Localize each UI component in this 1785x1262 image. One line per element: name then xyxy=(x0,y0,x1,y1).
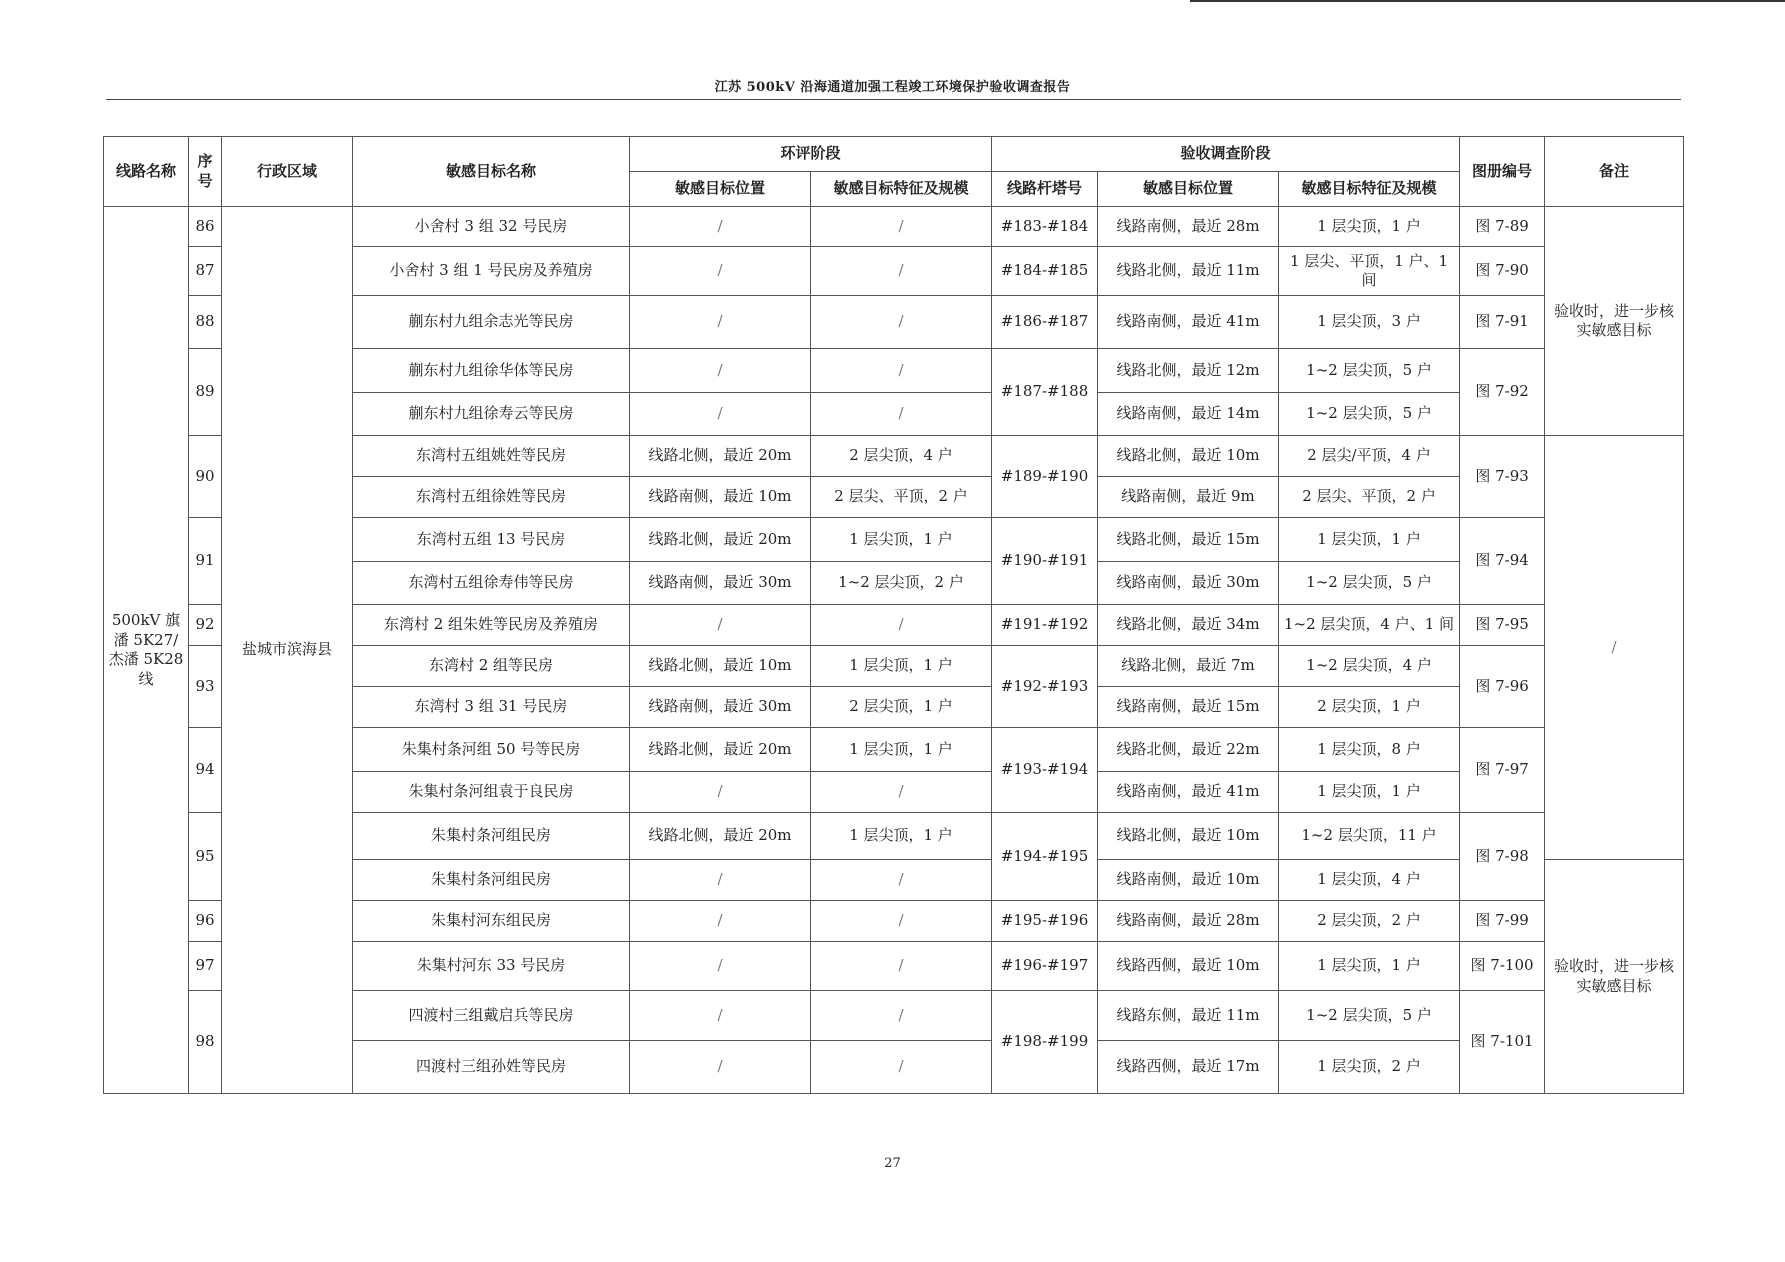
eia-features-cell: / xyxy=(811,247,992,296)
acc-features-cell: 2 层尖顶，1 户 xyxy=(1279,687,1460,728)
eia-position-cell: / xyxy=(630,247,811,296)
header-seq: 序号 xyxy=(189,137,222,207)
eia-features-cell: / xyxy=(811,901,992,942)
acc-position-cell: 线路南侧，最近 41m xyxy=(1098,296,1279,349)
seq-cell: 94 xyxy=(189,728,222,813)
tower-cell: #193-#194 xyxy=(992,728,1098,813)
eia-features-cell: 1 层尖顶，1 户 xyxy=(811,728,992,772)
tower-cell: #187-#188 xyxy=(992,349,1098,436)
seq-cell: 97 xyxy=(189,942,222,991)
tower-cell: #196-#197 xyxy=(992,942,1098,991)
eia-position-cell: 线路北侧，最近 20m xyxy=(630,518,811,562)
eia-features-cell: / xyxy=(811,605,992,646)
figure-cell: 图 7-94 xyxy=(1460,518,1545,605)
target-name-cell: 小舍村 3 组 32 号民房 xyxy=(353,207,630,247)
tower-cell: #198-#199 xyxy=(992,991,1098,1094)
target-name-cell: 四渡村三组孙姓等民房 xyxy=(353,1041,630,1094)
tower-cell: #191-#192 xyxy=(992,605,1098,646)
acc-features-cell: 2 层尖、平顶，2 户 xyxy=(1279,477,1460,518)
acc-position-cell: 线路南侧，最近 15m xyxy=(1098,687,1279,728)
eia-position-cell: / xyxy=(630,296,811,349)
target-name-cell: 东湾村 2 组等民房 xyxy=(353,646,630,687)
eia-features-cell: / xyxy=(811,860,992,901)
acc-position-cell: 线路南侧，最近 41m xyxy=(1098,772,1279,813)
eia-features-cell: / xyxy=(811,207,992,247)
acc-position-cell: 线路西侧，最近 10m xyxy=(1098,942,1279,991)
acc-features-cell: 1 层尖顶，4 户 xyxy=(1279,860,1460,901)
eia-features-cell: 1~2 层尖顶，2 户 xyxy=(811,562,992,605)
acc-position-cell: 线路南侧，最近 10m xyxy=(1098,860,1279,901)
eia-features-cell: 1 层尖顶，1 户 xyxy=(811,646,992,687)
acc-position-cell: 线路南侧，最近 9m xyxy=(1098,477,1279,518)
acc-features-cell: 1 层尖顶，1 户 xyxy=(1279,942,1460,991)
eia-position-cell: / xyxy=(630,942,811,991)
eia-position-cell: 线路北侧，最近 20m xyxy=(630,436,811,477)
target-name-cell: 朱集村条河组 50 号等民房 xyxy=(353,728,630,772)
figure-cell: 图 7-91 xyxy=(1460,296,1545,349)
figure-cell: 图 7-89 xyxy=(1460,207,1545,247)
header-target-name: 敏感目标名称 xyxy=(353,137,630,207)
acc-features-cell: 1 层尖顶，8 户 xyxy=(1279,728,1460,772)
eia-features-cell: 2 层尖、平顶，2 户 xyxy=(811,477,992,518)
seq-cell: 98 xyxy=(189,991,222,1094)
acc-position-cell: 线路北侧，最近 15m xyxy=(1098,518,1279,562)
acc-features-cell: 1 层尖顶，1 户 xyxy=(1279,772,1460,813)
tower-cell: #186-#187 xyxy=(992,296,1098,349)
seq-cell: 95 xyxy=(189,813,222,901)
acc-features-cell: 1 层尖顶，3 户 xyxy=(1279,296,1460,349)
acc-features-cell: 1~2 层尖顶，5 户 xyxy=(1279,393,1460,436)
eia-features-cell: / xyxy=(811,1041,992,1094)
eia-features-cell: / xyxy=(811,349,992,393)
eia-position-cell: / xyxy=(630,772,811,813)
remarks-cell: 验收时，进一步核实敏感目标 xyxy=(1545,860,1684,1094)
tower-cell: #190-#191 xyxy=(992,518,1098,605)
header-remarks: 备注 xyxy=(1545,137,1684,207)
page-number: 27 xyxy=(884,1156,901,1171)
header-tower: 线路杆塔号 xyxy=(992,172,1098,207)
eia-position-cell: 线路北侧，最近 10m xyxy=(630,646,811,687)
eia-position-cell: / xyxy=(630,991,811,1041)
tower-cell: #189-#190 xyxy=(992,436,1098,518)
tower-cell: #194-#195 xyxy=(992,813,1098,901)
header-rule xyxy=(106,99,1681,100)
figure-cell: 图 7-93 xyxy=(1460,436,1545,518)
seq-cell: 90 xyxy=(189,436,222,518)
acc-features-cell: 1~2 层尖顶，5 户 xyxy=(1279,349,1460,393)
top-rule xyxy=(1190,0,1785,2)
eia-features-cell: / xyxy=(811,296,992,349)
seq-cell: 89 xyxy=(189,349,222,436)
eia-position-cell: 线路北侧，最近 20m xyxy=(630,728,811,772)
tower-cell: #192-#193 xyxy=(992,646,1098,728)
acc-position-cell: 线路北侧，最近 10m xyxy=(1098,813,1279,860)
figure-cell: 图 7-99 xyxy=(1460,901,1545,942)
target-name-cell: 东湾村 2 组朱姓等民房及养殖房 xyxy=(353,605,630,646)
eia-position-cell: / xyxy=(630,860,811,901)
target-name-cell: 朱集村条河组民房 xyxy=(353,860,630,901)
acc-position-cell: 线路北侧，最近 34m xyxy=(1098,605,1279,646)
figure-cell: 图 7-98 xyxy=(1460,813,1545,901)
eia-features-cell: 2 层尖顶，4 户 xyxy=(811,436,992,477)
target-name-cell: 蒯东村九组徐华体等民房 xyxy=(353,349,630,393)
acc-position-cell: 线路北侧，最近 11m xyxy=(1098,247,1279,296)
acc-position-cell: 线路南侧，最近 28m xyxy=(1098,207,1279,247)
acc-features-cell: 1 层尖顶，1 户 xyxy=(1279,518,1460,562)
acc-features-cell: 1 层尖顶，2 户 xyxy=(1279,1041,1460,1094)
acc-position-cell: 线路北侧，最近 22m xyxy=(1098,728,1279,772)
eia-position-cell: 线路北侧，最近 20m xyxy=(630,813,811,860)
tower-cell: #184-#185 xyxy=(992,247,1098,296)
seq-cell: 96 xyxy=(189,901,222,942)
target-name-cell: 朱集村条河组袁于良民房 xyxy=(353,772,630,813)
acc-position-cell: 线路南侧，最近 28m xyxy=(1098,901,1279,942)
seq-cell: 91 xyxy=(189,518,222,605)
figure-cell: 图 7-92 xyxy=(1460,349,1545,436)
region-cell: 盐城市滨海县 xyxy=(222,207,353,1094)
header-line-name: 线路名称 xyxy=(104,137,189,207)
target-name-cell: 东湾村五组 13 号民房 xyxy=(353,518,630,562)
acc-features-cell: 1~2 层尖顶，4 户 xyxy=(1279,646,1460,687)
acc-features-cell: 1 层尖顶，1 户 xyxy=(1279,207,1460,247)
figure-cell: 图 7-101 xyxy=(1460,991,1545,1094)
eia-features-cell: / xyxy=(811,942,992,991)
header-figure: 图册编号 xyxy=(1460,137,1545,207)
acc-features-cell: 1 层尖、平顶，1 户、1 间 xyxy=(1279,247,1460,296)
eia-features-cell: / xyxy=(811,393,992,436)
target-name-cell: 蒯东村九组徐寿云等民房 xyxy=(353,393,630,436)
target-name-cell: 东湾村五组徐寿伟等民房 xyxy=(353,562,630,605)
target-name-cell: 朱集村河东 33 号民房 xyxy=(353,942,630,991)
acc-position-cell: 线路北侧，最近 10m xyxy=(1098,436,1279,477)
table-row xyxy=(104,207,1684,247)
target-name-cell: 朱集村河东组民房 xyxy=(353,901,630,942)
tower-cell: #183-#184 xyxy=(992,207,1098,247)
eia-position-cell: / xyxy=(630,393,811,436)
seq-cell: 93 xyxy=(189,646,222,728)
acc-features-cell: 1~2 层尖顶，11 户 xyxy=(1279,813,1460,860)
eia-features-cell: / xyxy=(811,991,992,1041)
eia-features-cell: 1 层尖顶，1 户 xyxy=(811,813,992,860)
eia-position-cell: 线路南侧，最近 30m xyxy=(630,562,811,605)
header-eia-position: 敏感目标位置 xyxy=(630,172,811,207)
acc-position-cell: 线路南侧，最近 30m xyxy=(1098,562,1279,605)
eia-position-cell: / xyxy=(630,1041,811,1094)
remarks-cell: / xyxy=(1545,436,1684,860)
header-acc-position: 敏感目标位置 xyxy=(1098,172,1279,207)
acc-position-cell: 线路东侧，最近 11m xyxy=(1098,991,1279,1041)
seq-cell: 88 xyxy=(189,296,222,349)
eia-features-cell: 1 层尖顶，1 户 xyxy=(811,518,992,562)
eia-position-cell: / xyxy=(630,605,811,646)
header-eia-features: 敏感目标特征及规模 xyxy=(811,172,992,207)
header-eia-stage: 环评阶段 xyxy=(630,137,992,172)
eia-position-cell: 线路南侧，最近 10m xyxy=(630,477,811,518)
header-region: 行政区域 xyxy=(222,137,353,207)
target-name-cell: 小舍村 3 组 1 号民房及养殖房 xyxy=(353,247,630,296)
seq-cell: 86 xyxy=(189,207,222,247)
header-acc-features: 敏感目标特征及规模 xyxy=(1279,172,1460,207)
eia-position-cell: / xyxy=(630,901,811,942)
eia-position-cell: / xyxy=(630,207,811,247)
target-name-cell: 东湾村五组徐姓等民房 xyxy=(353,477,630,518)
acc-position-cell: 线路北侧，最近 12m xyxy=(1098,349,1279,393)
acc-position-cell: 线路南侧，最近 14m xyxy=(1098,393,1279,436)
figure-cell: 图 7-97 xyxy=(1460,728,1545,813)
target-name-cell: 四渡村三组戴启兵等民房 xyxy=(353,991,630,1041)
seq-cell: 87 xyxy=(189,247,222,296)
target-name-cell: 朱集村条河组民房 xyxy=(353,813,630,860)
acc-features-cell: 2 层尖/平顶，4 户 xyxy=(1279,436,1460,477)
eia-position-cell: / xyxy=(630,349,811,393)
figure-cell: 图 7-96 xyxy=(1460,646,1545,728)
header-acceptance-stage: 验收调查阶段 xyxy=(992,137,1460,172)
figure-cell: 图 7-90 xyxy=(1460,247,1545,296)
target-name-cell: 东湾村 3 组 31 号民房 xyxy=(353,687,630,728)
figure-cell: 图 7-95 xyxy=(1460,605,1545,646)
eia-features-cell: / xyxy=(811,772,992,813)
line-name-cell: 500kV 旗潘 5K27/杰潘 5K28 线 xyxy=(104,207,189,1094)
tower-cell: #195-#196 xyxy=(992,901,1098,942)
acc-features-cell: 1~2 层尖顶，4 户、1 间 xyxy=(1279,605,1460,646)
acc-features-cell: 2 层尖顶，2 户 xyxy=(1279,901,1460,942)
acc-features-cell: 1~2 层尖顶，5 户 xyxy=(1279,991,1460,1041)
seq-cell: 92 xyxy=(189,605,222,646)
acc-position-cell: 线路北侧，最近 7m xyxy=(1098,646,1279,687)
figure-cell: 图 7-100 xyxy=(1460,942,1545,991)
remarks-cell: 验收时，进一步核实敏感目标 xyxy=(1545,207,1684,436)
acc-position-cell: 线路西侧，最近 17m xyxy=(1098,1041,1279,1094)
eia-features-cell: 2 层尖顶，1 户 xyxy=(811,687,992,728)
target-name-cell: 蒯东村九组余志光等民房 xyxy=(353,296,630,349)
sensitive-targets-table xyxy=(103,136,1684,1094)
report-header-title: 江苏 500kV 沿海通道加强工程竣工环境保护验收调查报告 xyxy=(714,80,1071,95)
eia-position-cell: 线路南侧，最近 30m xyxy=(630,687,811,728)
acc-features-cell: 1~2 层尖顶，5 户 xyxy=(1279,562,1460,605)
target-name-cell: 东湾村五组姚姓等民房 xyxy=(353,436,630,477)
